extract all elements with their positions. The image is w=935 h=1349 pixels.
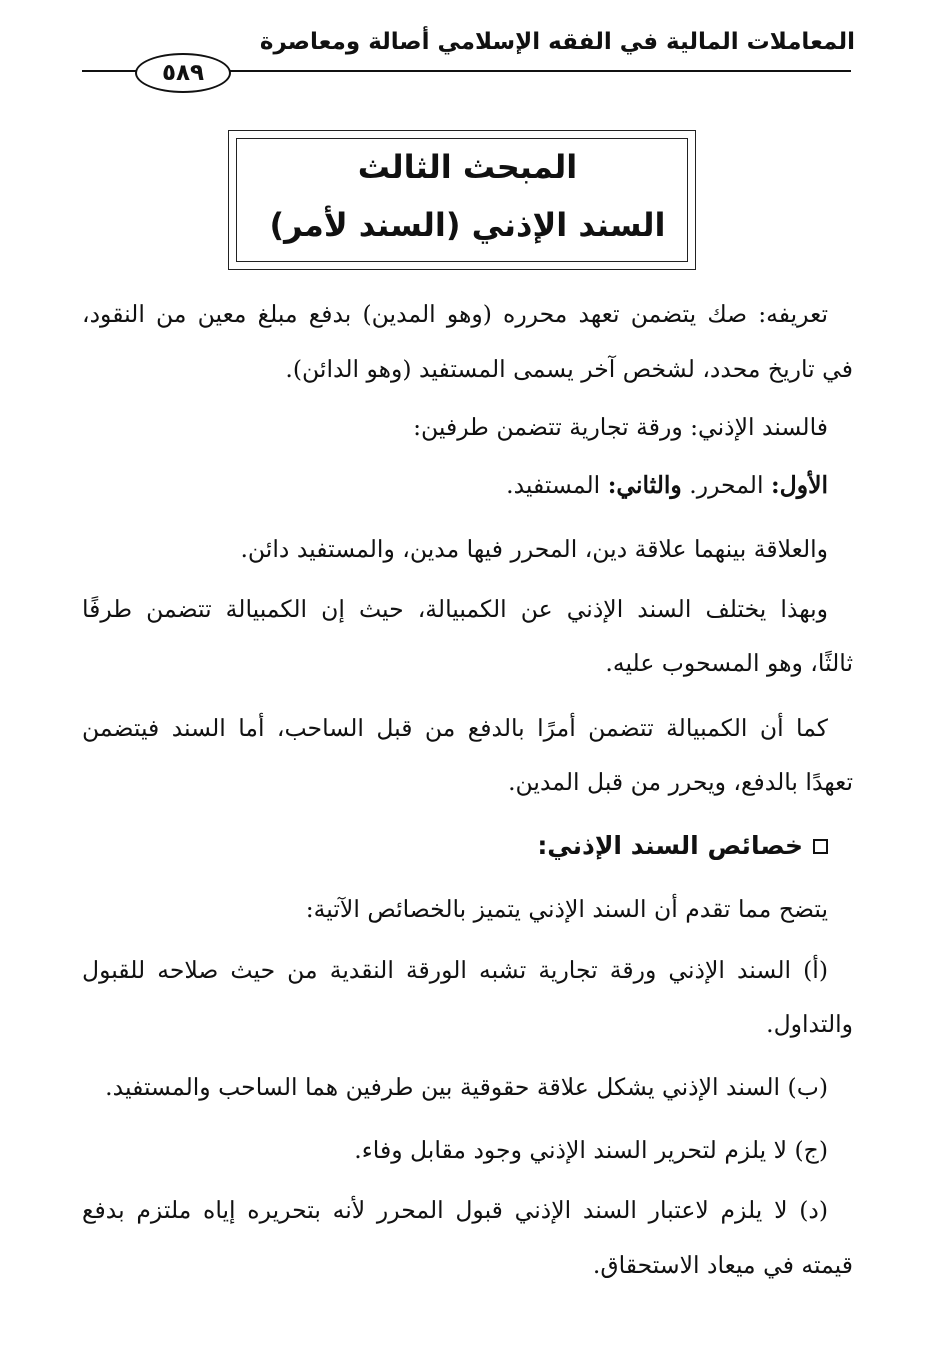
order-line-2: تعهدًا بالدفع، ويحرر من قبل المدين. <box>508 768 853 796</box>
feature-a-line-2: والتداول. <box>766 1010 853 1038</box>
chapter-subtitle: السند الإذني (السند لأمر) <box>269 206 666 244</box>
feature-c: (ج) لا يلزم لتحرير السند الإذني وجود مقابل وفاء. <box>354 1136 828 1164</box>
difference-line-1: وبهذا يختلف السند الإذني عن الكمبيالة، حيث إن الكمبيالة تتضمن طرفًا <box>82 595 828 623</box>
chapter-title: المبحث الثالث <box>357 148 578 186</box>
order-line-1: كما أن الكمبيالة تتضمن أمرًا بالدفع من قبل الساحب، أما السند فيتضمن <box>82 714 828 742</box>
page-number: ٥٨٩ <box>135 53 231 93</box>
feature-a-line-1: (أ) السند الإذني ورقة تجارية تشبه الورقة النقدية من حيث صلاحه للقبول <box>82 956 828 984</box>
definition-line-2: في تاريخ محدد، لشخص آخر يسمى المستفيد (وهو الدائن). <box>285 355 853 383</box>
features-heading <box>537 827 828 865</box>
features-intro: يتضح مما تقدم أن السند الإذني يتميز بالخصائص الآتية: <box>305 895 828 923</box>
checkbox-square-icon <box>813 839 828 854</box>
running-header-title: المعاملات المالية في الفقه الإسلامي أصالة ومعاصرة <box>259 29 855 55</box>
second-party-label: والثاني: <box>607 471 682 499</box>
parties-intro: فالسند الإذني: ورقة تجارية تتضمن طرفين: <box>413 413 828 441</box>
second-party-text: المستفيد. <box>506 471 608 499</box>
feature-d-line-1: (د) لا يلزم لاعتبار السند الإذني قبول المحرر لأنه بتحريره إياه ملتزم بدفع <box>82 1196 828 1224</box>
relationship-paragraph: والعلاقة بينهما علاقة دين، المحرر فيها مدين، والمستفيد دائن. <box>240 535 828 563</box>
definition-line-1: تعريفه: صك يتضمن تعهد محرره (وهو المدين) بدفع مبلغ معين من النقود، <box>82 300 828 328</box>
first-party-label: الأول: <box>770 471 828 499</box>
parties-list <box>506 467 828 503</box>
feature-d-line-2: قيمته في ميعاد الاستحقاق. <box>592 1251 853 1279</box>
difference-line-2: ثالثًا، وهو المسحوب عليه. <box>605 649 853 677</box>
features-heading-text: خصائص السند الإذني: <box>537 831 803 860</box>
first-party-text: المحرر. <box>689 471 771 499</box>
feature-b: (ب) السند الإذني يشكل علاقة حقوقية بين طرفين هما الساحب والمستفيد. <box>105 1073 828 1101</box>
